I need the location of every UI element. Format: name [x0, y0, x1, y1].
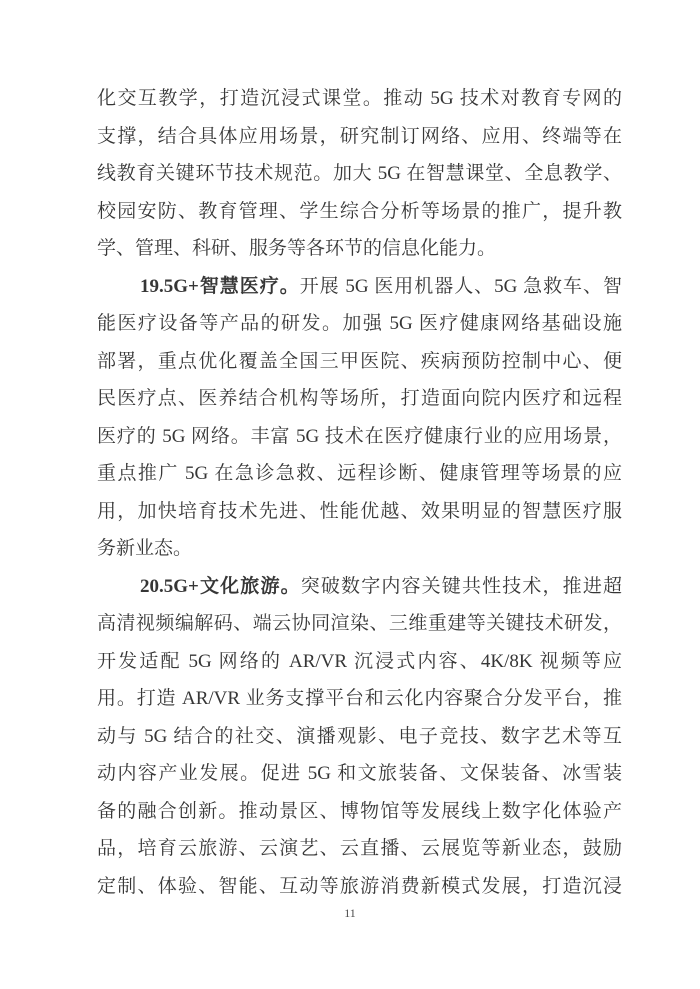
text-line: 能医疗设备等产品的研发。加强 5G 医疗健康网络基础设施	[97, 313, 622, 334]
text-line: 动与 5G 结合的社交、演播观影、电子竞技、数字艺术等互	[97, 725, 622, 747]
text-line: 开发适配 5G 网络的 AR/VR 沉浸式内容、4K/8K 视频等应	[97, 650, 622, 672]
text-line: 重点推广 5G 在急诊急救、远程诊断、健康管理等场景的应	[97, 463, 622, 484]
text-line: 20.5G+文化旅游。突破数字内容关键共性技术，推进超	[140, 575, 622, 597]
text-line: 民医疗点、医养结合机构等场所，打造面向院内医疗和远程	[97, 388, 622, 409]
text-line: 支撑，结合具体应用场景，研究制订网络、应用、终端等在	[97, 125, 622, 147]
paragraph-heading: 20.5G+文化旅游。	[140, 575, 301, 597]
text-line: 化交互教学，打造沉浸式课堂。推动 5G 技术对教育专网的	[97, 88, 622, 109]
text-line: 用，加快培育技术先进、性能优越、效果明显的智慧医疗服	[97, 500, 622, 522]
page-number: 11	[344, 906, 356, 920]
text-line: 备的融合创新。推动景区、博物馆等发展线上数字化体验产	[97, 800, 622, 822]
text-line: 学、管理、科研、服务等各环节的信息化能力。	[97, 238, 497, 259]
text-line: 品，培育云旅游、云演艺、云直播、云展览等新业态，鼓励	[97, 838, 622, 859]
text-line: 校园安防、教育管理、学生综合分析等场景的推广，提升教	[97, 200, 622, 222]
text-line: 线教育关键环节技术规范。加大 5G 在智慧课堂、全息教学、	[97, 163, 622, 184]
text-line: 部署，重点优化覆盖全国三甲医院、疾病预防控制中心、便	[97, 350, 622, 372]
text-line: 用。打造 AR/VR 业务支撑平台和云化内容聚合分发平台，推	[97, 688, 622, 709]
text-line: 动内容产业发展。促进 5G 和文旅装备、文保装备、冰雪装	[97, 763, 622, 784]
text-line: 高清视频编解码、端云协同渲染、三维重建等关键技术研发，	[97, 613, 622, 634]
text-line: 19.5G+智慧医疗。开展 5G 医用机器人、5G 急救车、智	[140, 275, 622, 297]
text-block	[97, 80, 622, 905]
paragraph-heading: 19.5G+智慧医疗。	[140, 275, 300, 297]
text-line: 定制、体验、智能、互动等旅游消费新模式发展，打造沉浸	[97, 875, 622, 897]
text-line: 务新业态。	[97, 538, 193, 559]
text-line: 医疗的 5G 网络。丰富 5G 技术在医疗健康行业的应用场景，	[97, 425, 622, 447]
